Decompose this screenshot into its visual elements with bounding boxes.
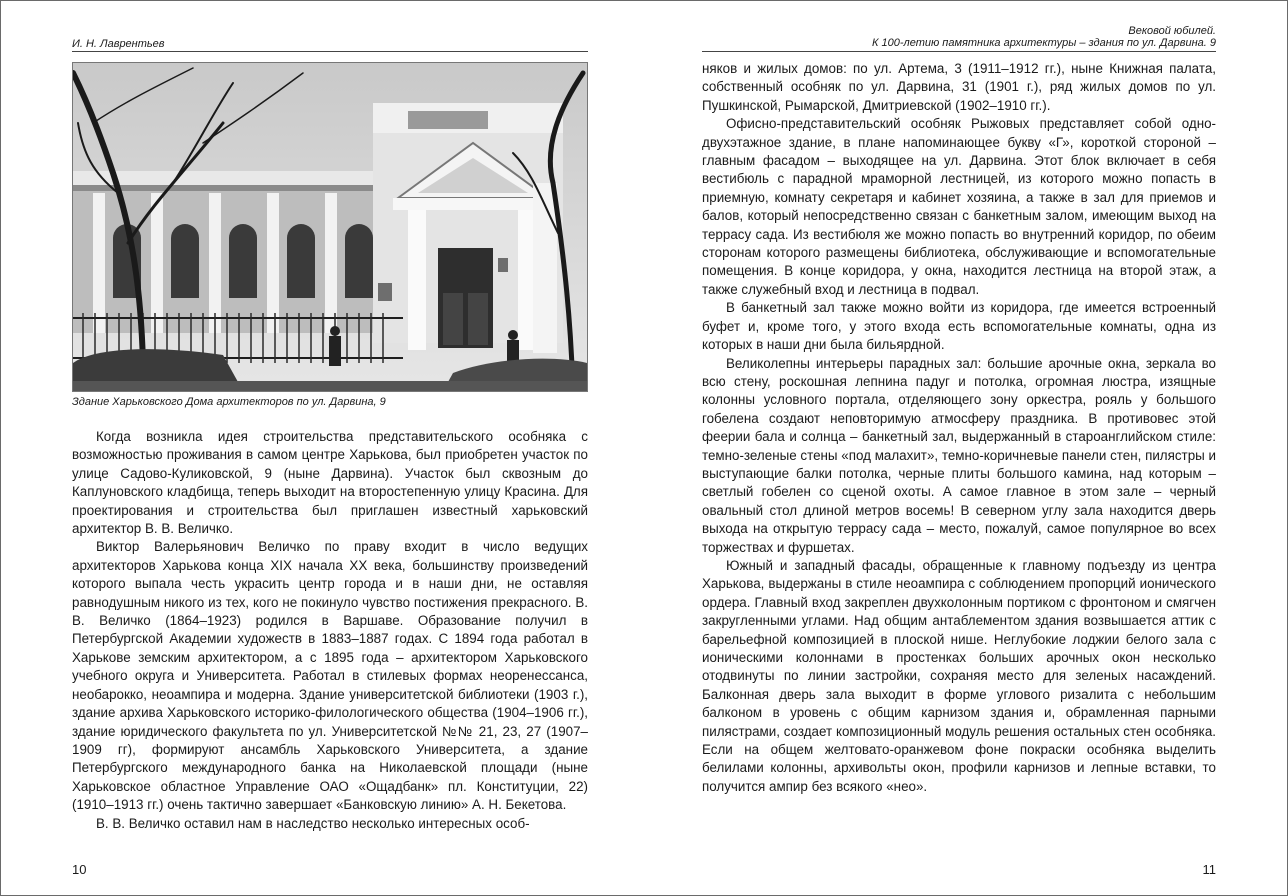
- paragraph: Когда возникла идея строительства представительского особняка с возможностью проживания в самом центре Харькова, был приобретен участок по улице Садово-Куликовской, 9 (ныне Дарвина). Участок был сквозным до Каплуновского кладбища, теперь выходит на второстепенную улицу Красина. Для проектирования и строительства был приглашен известный харьковский архитектор В. В. Величко.: [72, 429, 588, 537]
- paragraph: Южный и западный фасады, обращенные к главному подъезду из центра Харькова, выдержаны в стиле неоампира с соблюдением пропорций ионического ордера. Главный вход закреплен двухколонным портиком с фронтоном и смягчен закругленными углами. Над общим антаблементом здания возвышается аттик с барельефной композицией в плоской нише. Неглубокие лоджии белого зала с ионическими колоннами в простенках больших арочных окон несколько отодвинуты по линии застройки, сохраняя место для зеленых насаждений. Балконная дверь зала выходит в форме углового ризалита с небольшим балконом в уровень с общим карнизом здания и, обрамленная парными пилястрами, создает композиционный модуль решения остальных стен особняка. Если на общем желтовато-оранжевом фоне покраски особняка выделить белилами колонны, архивольты окон, профили карнизов и лепные вставки, то получится ампир без всякого «нео».: [702, 557, 1216, 794]
- running-head-line1: Вековой юбилей.: [1128, 25, 1216, 37]
- building-photo-icon: [73, 63, 587, 391]
- page-number-left: 10: [72, 862, 87, 877]
- paragraph: Великолепны интерьеры парадных зал: большие арочные окна, зеркала во всю стену, роскошная лепнина падуг и потолка, огромная люстра, изящные колонны условного портала, отделяющего зону оркестра, рояль у большого гобелена создают неповторимую атмосферу праздника. В противовес этой феерии бала и солнца – банкетный зал, выдержанный в староанглийском стиле: темно-зеленые стены «под малахит», темно-коричневые панели стен, пилястры и выступающие балки потолка, черные плиты большого камина, над которым – светлый гобелен со сценой охоты. А самое главное в этом зале – черный овальный стол длиной метров восемь! В северном углу зала находится дверь выхода на открытую террасу сада – место, пожалуй, самое популярное во всех торжествах и фуршетах.: [702, 355, 1216, 555]
- running-head-left: И. Н. Лаврентьев: [72, 38, 165, 50]
- page-number-right: 11: [1202, 862, 1216, 877]
- right-page: [702, 0, 1216, 896]
- paragraph: В банкетный зал также можно войти из коридора, где имеется встроенный буфет и, кроме того, у этого входа есть вспомогательные комнаты, одна из которых в наши дни была бильярдной.: [702, 300, 1216, 353]
- paragraph: В. В. Величко оставил нам в наследство несколько интересных особ-: [96, 815, 530, 831]
- header-rule-left: [72, 51, 588, 52]
- running-head-line2: К 100-летию памятника архитектуры – здания по ул. Дарвина. 9: [871, 37, 1216, 49]
- paragraph-continuation: няков и жилых домов: по ул. Артема, 3 (1911–1912 гг.), ныне Книжная палата, собственный особняк по ул. Дарвина, 31 (1901 г.), ряд жилых домов по ул. Пушкинской, Рымарской, Дмитриевской (1902–1910 гг.).: [702, 61, 1216, 113]
- photo-caption: Здание Харьковского Дома архитекторов по ул. Дарвина, 9: [72, 396, 386, 408]
- running-head-right: [702, 25, 1216, 49]
- body-text-left: [72, 428, 588, 833]
- body-text-right: [702, 60, 1216, 796]
- left-page: [72, 0, 588, 896]
- paragraph: Виктор Валерьянович Величко по праву входит в число ведущих архитекторов Харькова конца XIX начала XX века, большинству произведений которого выпала честь украсить центр города и в наши дни, не оставляя равнодушным никого из тех, кого не покинуло чувство постижения прекрасного. В. В. Величко (1864–1923) родился в Варшаве. Образование получил в Петербургской Академии художеств в 1883–1887 годах. С 1894 года работал в Харькове земским архитектором, а с 1895 года – архитектором Харьковского учебного округа и Университета. Работал в стилевых формах неоренессанса, необарокко, неоампира и модерна. Здание университетской библиотеки (1903 г.), здание архива Харьковского историко-филологического общества (1904–1906 гг.), здание юридического факультета по ул. Университетской №№ 21, 23, 27 (1907–1909 гг), формируют ансамбль Харьковского Университета, а здание Петербургского международного банка на Николаевской площади (ныне Харьковское областное Управление ОАО «Ощадбанк» пл. Конституции, 22) (1910–1913 гг.) очень тактично завершает «Банковскую линию» А. Н. Бекетова.: [72, 539, 588, 813]
- header-rule-right: [702, 51, 1216, 52]
- paragraph: Офисно-представительский особняк Рыжовых представляет собой одно-двухэтажное здание, в плане напоминающее букву «Г», короткой стороной – главным фасадом – выходящее на ул. Дарвина. Этот блок включает в себя вестибюль с парадной мраморной лестницей, из которого можно попасть в приемную, комнату секретаря и кабинет хозяина, а также в зал для приемов и балов, который непосредственно связан с банкетным залом, имеющим выход на террасу сада. Из вестибюля же можно попасть во внутренний коридор, по обеим сторонам которого размещены библиотека, обслуживающие и вспомогательные помещения. В конце коридора, у окна, находится лестница на второй этаж, а также служебный вход и лестница в подвал.: [702, 116, 1216, 297]
- building-photo: [72, 62, 588, 392]
